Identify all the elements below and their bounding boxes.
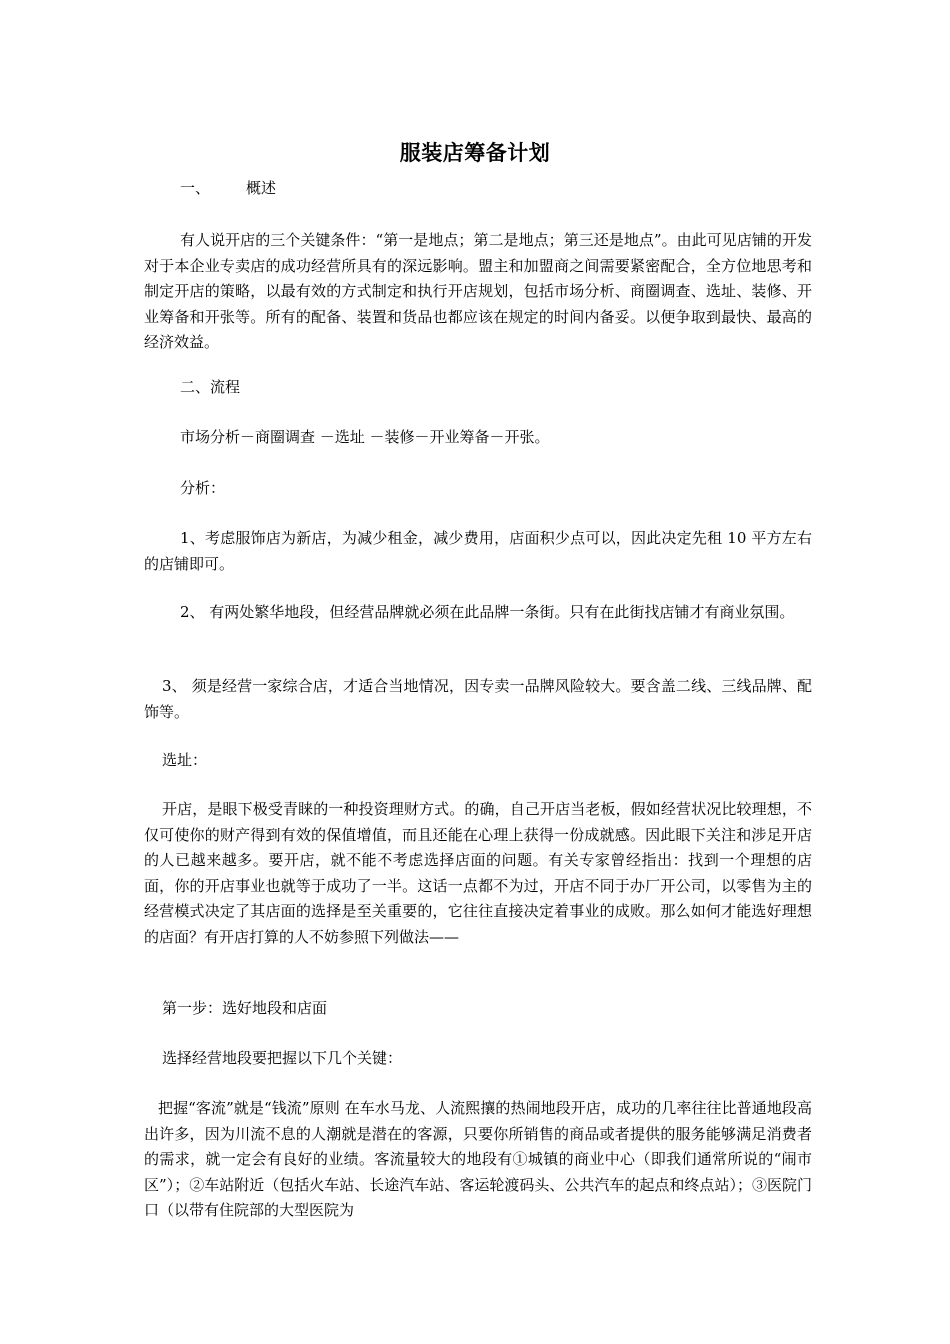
flow-line: 市场分析－商圈调查 －选址 －装修－开业筹备－开张。	[180, 428, 550, 446]
section-1-heading-text: 概述	[246, 179, 277, 197]
section-1-heading	[180, 177, 276, 199]
analysis-point-3: 3、 须是经营一家综合店，才适合当地情况，因专卖一品牌风险较大。要含盖二线、三线品牌、配饰等。	[144, 677, 812, 721]
overview-paragraph: 有人说开店的三个关键条件：“第一是地点；第二是地点；第三还是地点”。由此可见店铺的开发对于本企业专卖店的成功经营所具有的深远影响。盟主和加盟商之间需要紧密配合，全方位地思考和制定开店的策略，以最有效的方式制定和执行开店规划，包括市场分析、商圈调查、选址、装修、开业筹备和开张等。所有的配备、装置和货品也都应该在规定的时间内备妥。以便争取到最快、最高的经济效益。	[144, 231, 812, 351]
document-title: 服装店筹备计划	[399, 140, 551, 165]
analysis-point-1: 1、考虑服饰店为新店，为减少租金，减少费用，店面积少点可以，因此决定先租 10 平方左右的店铺即可。	[144, 529, 812, 573]
site-selection-paragraph: 开店，是眼下极受青睐的一种投资理财方式。的确，自己开店当老板，假如经营状况比较理想，不仅可使你的财产得到有效的保值增值，而且还能在心理上获得一份成就感。因此眼下关注和涉足开店的人已越来越多。要开店，就不能不考虑选择店面的问题。有关专家曾经指出：找到一个理想的店面，你的开店事业也就等于成功了一半。这话一点都不为过，开店不同于办厂开公司，以零售为主的经营模式决定了其店面的选择是至关重要的，它往往直接决定着事业的成败。那么如何才能选好理想的店面？有开店打算的人不妨参照下列做法——	[144, 800, 812, 946]
section-1-number: 一、	[180, 179, 211, 197]
analysis-point-2: 2、 有两处繁华地段，但经营品牌就必须在此品牌一条街。只有在此街找店铺才有商业氛围。	[180, 603, 795, 621]
step-1-paragraph: 把握“客流”就是“钱流”原则 在车水马龙、人流熙攘的热闹地段开店，成功的几率往往比普通地段高出许多，因为川流不息的人潮就是潜在的客源，只要你所销售的商品或者提供的服务能够满足消费者的需求，就一定会有良好的业绩。客流量较大的地段有①城镇的商业中心（即我们通常所说的“闹市区”）；②车站附近（包括火车站、长途汽车站、客运轮渡码头、公共汽车的起点和终点站）；③医院门口（以带有住院部的大型医院为	[144, 1099, 812, 1219]
step-1-intro: 选择经营地段要把握以下几个关键：	[162, 1049, 403, 1067]
section-2-heading: 二、流程	[180, 378, 241, 396]
site-selection-label: 选址：	[162, 751, 208, 769]
step-1-heading: 第一步：选好地段和店面	[162, 999, 328, 1017]
analysis-label: 分析：	[180, 479, 226, 497]
